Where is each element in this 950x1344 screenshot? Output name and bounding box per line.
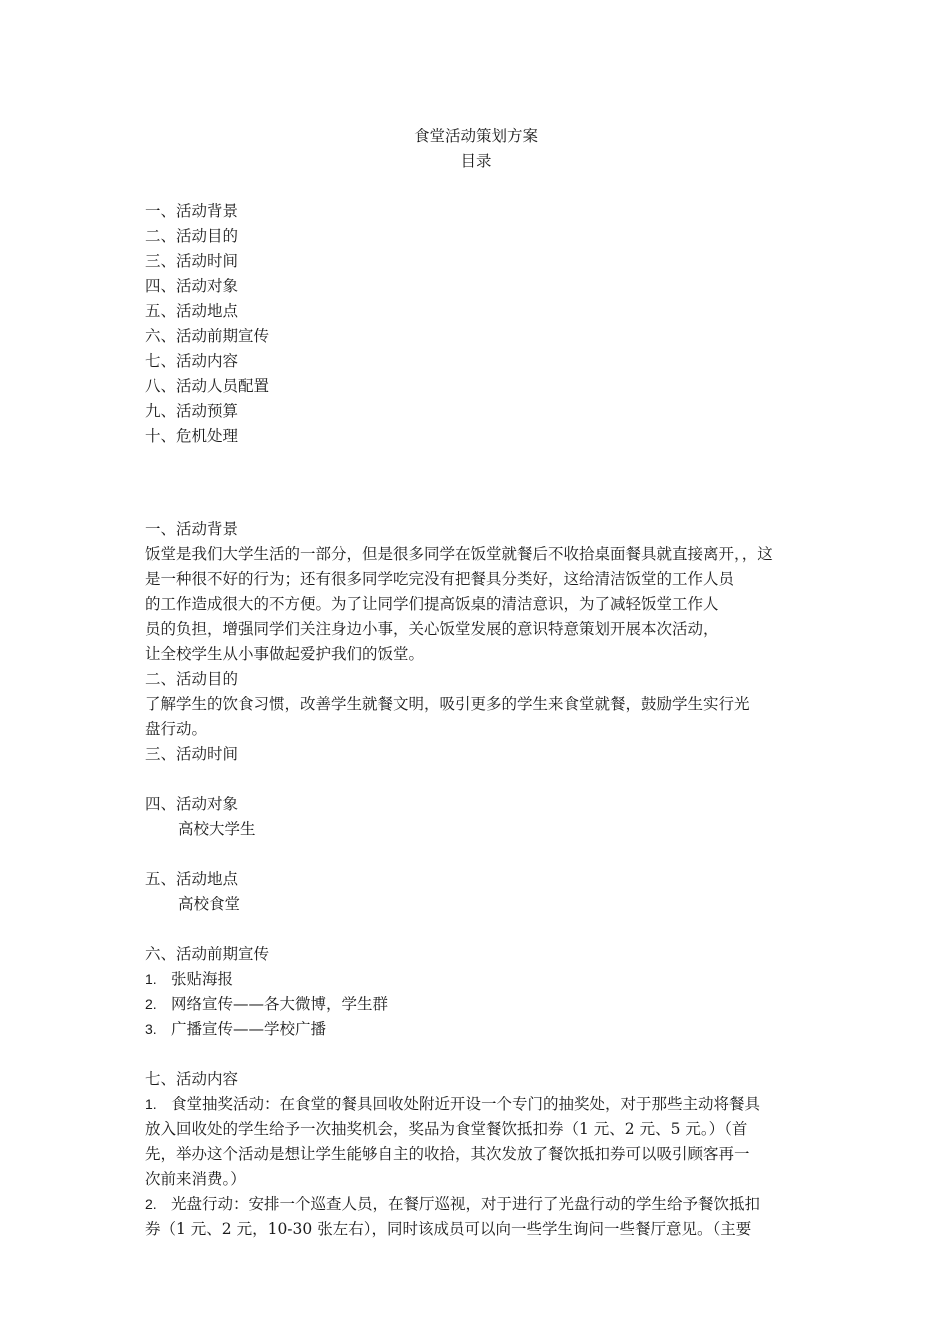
paragraph-line: 盘行动。 [145,720,208,738]
section-heading-time: 三、活动时间 [145,745,239,763]
toc-item: 五、活动地点 [145,302,239,320]
paragraph-line: 是一种很不好的行为；还有很多同学吃完没有把餐具分类好，这给清洁饭堂的工作人员 [145,570,735,588]
paragraph-line: 了解学生的饮食习惯，改善学生就餐文明，吸引更多的学生来食堂就餐，鼓励学生实行光 [145,695,750,713]
section-heading-content: 七、活动内容 [145,1070,239,1088]
paragraph-line: 饭堂是我们大学生活的一部分，但是很多同学在饭堂就餐后不收拾桌面餐具就直接离开，，这 [145,545,773,563]
section-heading-promotion: 六、活动前期宣传 [145,945,270,963]
background-paragraph [145,542,807,667]
table-of-contents [145,199,807,449]
document-title: 食堂活动策划方案 [413,127,538,145]
list-number: 3. [145,1021,157,1037]
toc-item: 四、活动对象 [145,277,239,295]
paragraph-line [145,1092,807,1117]
section-heading-location: 五、活动地点 [145,870,239,888]
toc-item: 八、活动人员配置 [145,377,270,395]
toc-item: 三、活动时间 [145,252,239,270]
list-text: 张贴海报 [171,970,234,988]
toc-item: 十、危机处理 [145,427,239,445]
list-number: 2. [145,996,157,1012]
toc-item: 二、活动目的 [145,227,239,245]
toc-item: 六、活动前期宣传 [145,327,270,345]
location-text: 高校食堂 [178,895,241,913]
list-text: 光盘行动：安排一个巡查人员，在餐厅巡视，对于进行了光盘行动的学生给予餐饮抵扣 [171,1195,761,1213]
content-item-lottery [145,1092,807,1192]
toc-heading: 目录 [460,152,492,170]
section-heading-purpose: 二、活动目的 [145,670,239,688]
paragraph-line: 券（1 元、2 元，10-30 张左右），同时该成员可以向一些学生询问一些餐厅意见。（主要 [145,1220,752,1238]
list-text: 食堂抽奖活动：在食堂的餐具回收处附近开设一个专门的抽奖处，对于那些主动将餐具 [171,1095,761,1113]
content-item-clean-plate [145,1192,807,1242]
list-number: 1. [145,1096,157,1112]
list-number: 2. [145,1196,157,1212]
paragraph-line: 先，举办这个活动是想让学生能够自主的收拾，其次发放了餐饮抵扣券可以吸引顾客再一 [145,1145,750,1163]
document-body [145,124,807,1242]
paragraph-line: 让全校学生从小事做起爱护我们的饭堂。 [145,645,425,663]
list-item [145,1017,807,1042]
paragraph-line [145,1192,807,1217]
list-text: 网络宣传——各大微博，学生群 [171,995,389,1013]
promotion-list [145,967,807,1042]
paragraph-line: 次前来消费。） [145,1170,246,1188]
purpose-paragraph [145,692,807,742]
toc-item: 七、活动内容 [145,352,239,370]
section-heading-background: 一、活动背景 [145,520,239,538]
list-item [145,992,807,1017]
toc-item: 一、活动背景 [145,202,239,220]
target-text: 高校大学生 [178,820,256,838]
list-text: 广播宣传——学校广播 [171,1020,327,1038]
paragraph-line: 放入回收处的学生给予一次抽奖机会，奖品为食堂餐饮抵扣券（1 元、2 元、5 元。）（首 [145,1120,748,1138]
list-item [145,967,807,992]
toc-item: 九、活动预算 [145,402,239,420]
paragraph-line: 的工作造成很大的不方便。为了让同学们提高饭桌的清洁意识，为了减轻饭堂工作人 [145,595,719,613]
section-heading-target: 四、活动对象 [145,795,239,813]
list-number: 1. [145,971,157,987]
paragraph-line: 员的负担，增强同学们关注身边小事，关心饭堂发展的意识特意策划开展本次活动， [145,620,719,638]
